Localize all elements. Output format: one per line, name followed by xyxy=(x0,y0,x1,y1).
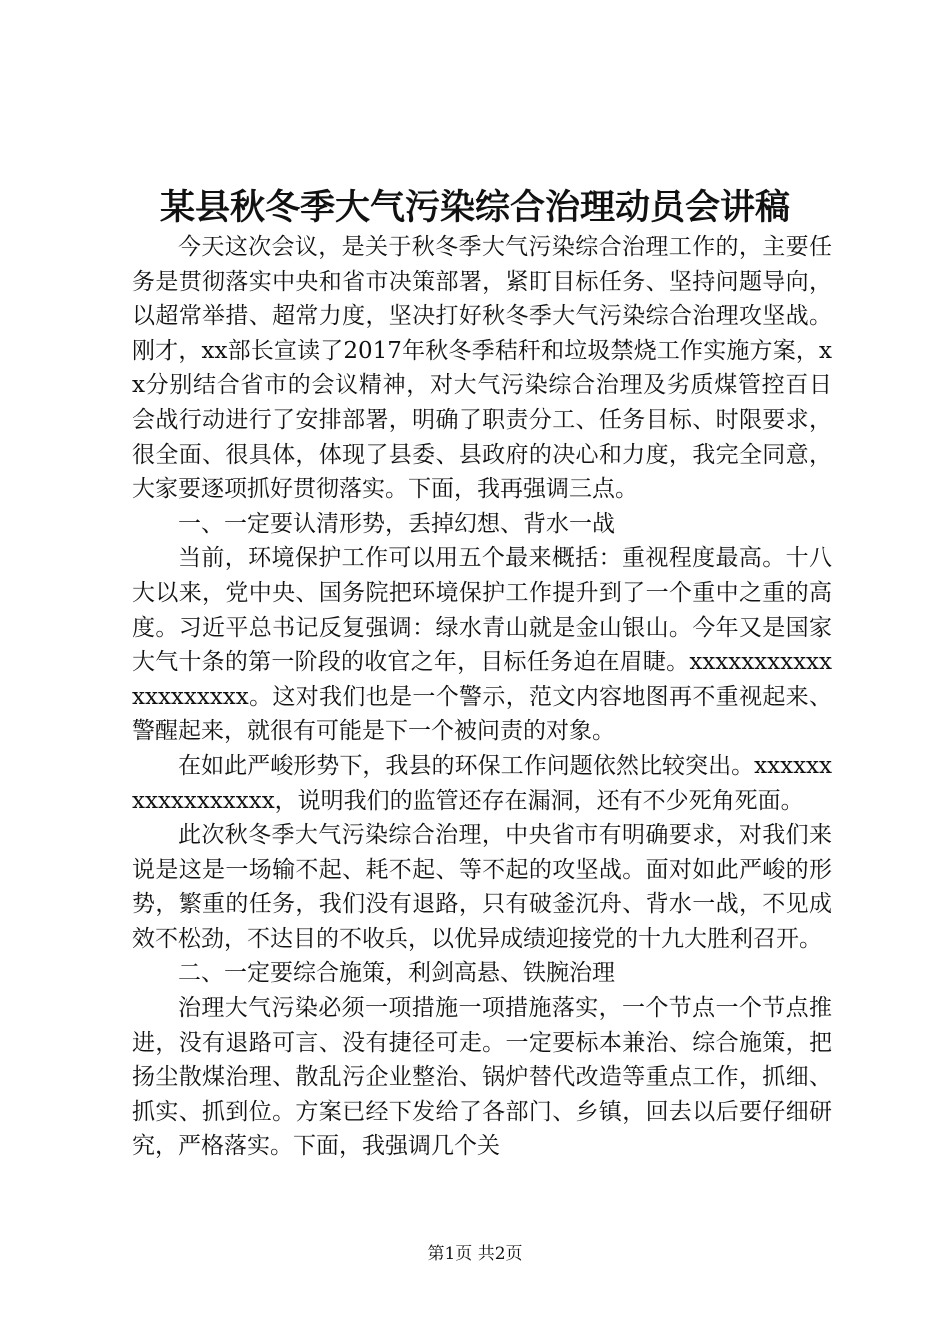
page-footer: 第1页 共2页 xyxy=(427,1244,523,1264)
section-heading: 一、一定要认清形势，丢掉幻想、背水一战 xyxy=(178,510,615,537)
paragraph: 治理大气污染必须一项措施一项措施落实，一个节点一个节点推进，没有退路可言、没有捷径可走。一定要标本兼治、综合施策，把扬尘散煤治理、散乱污企业整治、锅炉替代改造等重点工作，抓细、抓实、抓到位。方案已经下发给了各部门、乡镇，回去以后要仔细研究，严格落实。下面，我强调几个关 xyxy=(132,995,832,1160)
paragraph: 当前，环境保护工作可以用五个最来概括：重视程度最高。十八大以来，党中央、国务院把环境保护工作提升到了一个重中之重的高度。习近平总书记反复强调：绿水青山就是金山银山。今年又是国家大气十条的第一阶段的收官之年，目标任务迫在眉睫。xxxxxxxxxxxxxxxxxxxx。这对我们也是一个警示，范文内容地图再不重视起来、警醒起来，就很有可能是下一个被问责的对象。 xyxy=(132,545,832,745)
paragraph: 在如此严峻形势下，我县的环保工作问题依然比较突出。xxxxxxxxxxxxxxxxx，说明我们的监管还存在漏洞，还有不少死角死面。 xyxy=(132,752,832,814)
document-title: 某县秋冬季大气污染综合治理动员会讲稿 xyxy=(159,187,790,228)
paragraph: 今天这次会议，是关于秋冬季大气污染综合治理工作的，主要任务是贯彻落实中央和省市决策部署，紧盯目标任务、坚持问题导向，以超常举措、超常力度，坚决打好秋冬季大气污染综合治理攻坚战。刚才，xx部长宣读了2017年秋冬季秸秆和垃圾禁烧工作实施方案，xx分别结合省市的会议精神，对大气污染综合治理及劣质煤管控百日会战行动进行了安排部署，明确了职责分工、任务目标、时限要求，很全面、很具体，体现了县委、县政府的决心和力度，我完全同意，大家要逐项抓好贯彻落实。下面，我再强调三点。 xyxy=(132,234,832,503)
paragraph: 此次秋冬季大气污染综合治理，中央省市有明确要求，对我们来说是这是一场输不起、耗不起、等不起的攻坚战。面对如此严峻的形势，繁重的任务，我们没有退路，只有破釜沉舟、背水一战，不见成效不松劲，不达目的不收兵，以优异成绩迎接党的十九大胜利召开。 xyxy=(132,822,832,952)
section-heading: 二、一定要综合施策，利剑高悬、铁腕治理 xyxy=(178,960,615,987)
document-body xyxy=(132,230,832,1164)
